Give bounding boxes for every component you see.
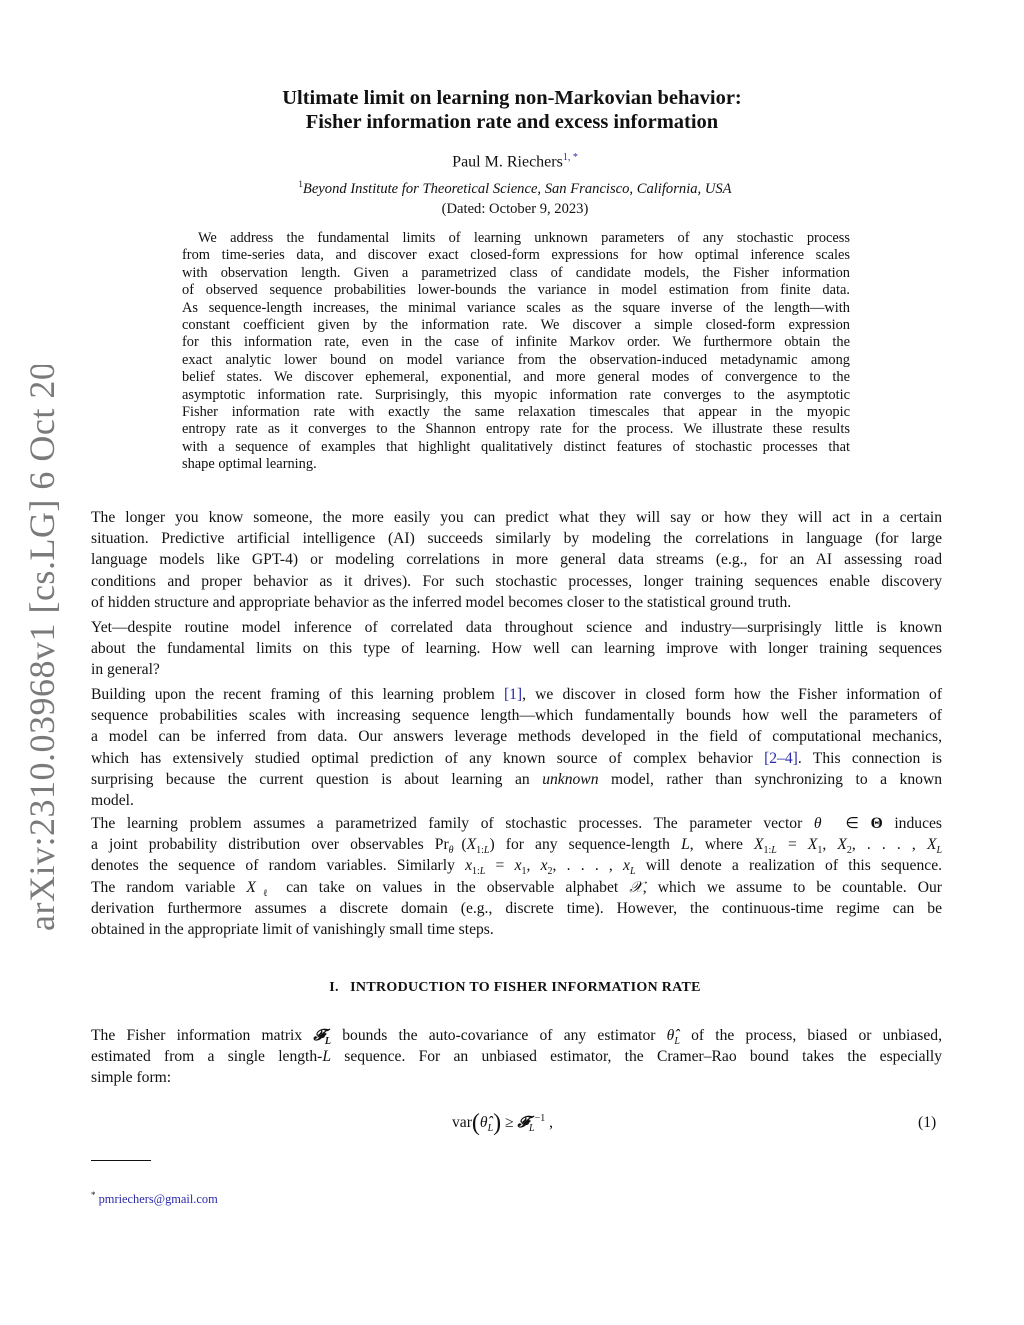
text-run: Building upon the recent framing of this learning problem bbox=[91, 686, 504, 703]
text-run: model, rather than synchronizing to a known bbox=[598, 770, 942, 788]
eq-var: var bbox=[452, 1114, 472, 1131]
text-run: The learning problem assumes a parametrized family of stochastic processes. The parameter vector bbox=[91, 815, 814, 832]
emphasis: unknown bbox=[542, 770, 599, 788]
math-prob: $Pr_{\theta⃗}(X_{1:L})$ bbox=[434, 836, 495, 857]
section-heading bbox=[0, 980, 1024, 996]
citation-link[interactable]: [1] bbox=[503, 686, 523, 703]
text-run: The random variable bbox=[91, 878, 247, 896]
author-line bbox=[0, 152, 1024, 171]
abstract-line: shape optimal learning. bbox=[182, 456, 317, 473]
abstract-line: entropy rate as it converges to the Shannon entropy rate for the process. We illustrate these results bbox=[182, 421, 850, 438]
body-line bbox=[91, 834, 942, 855]
abstract-line: from time-series data, and discover exact closed-form expressions for how optimal inference scales bbox=[182, 247, 850, 264]
text-run: sequence. For an unbiased estimator, the Cramer–Rao bound takes the especially bbox=[331, 1048, 942, 1066]
body-line bbox=[91, 813, 942, 834]
abstract-line: Fisher information rate with exactly the same relaxation timescales that appear in the myopic bbox=[182, 403, 850, 420]
equation-1: $var(\thetâ_L)$ ≥ 𝓕$_L^{-1}$ , bbox=[452, 1110, 554, 1136]
math-theta-vec: θ⃗ ∈ Θ bbox=[813, 815, 883, 832]
affiliation-text: Beyond Institute for Theoretical Science, San Francisco, California, USA bbox=[302, 180, 732, 197]
math-X-ell: $X_\ell$ bbox=[246, 878, 276, 899]
body-line: model. bbox=[91, 791, 134, 809]
math-estimator: $\thetâ_L$ bbox=[666, 1027, 680, 1048]
body-line bbox=[91, 769, 942, 790]
body-line: situation. Predictive artificial intelligence (AI) succeeds similarly by modeling the correlations in language (for large bbox=[91, 530, 942, 548]
text-run: , which we assume to be countable. Our bbox=[642, 878, 942, 896]
affiliation-sup: 1 bbox=[298, 179, 303, 189]
section-number: I. bbox=[329, 980, 339, 995]
abstract-line: of observed sequence probabilities lower-bounds the variance in model estimation from finite data. bbox=[182, 282, 850, 299]
text-run: bounds the auto-covariance of any estimator bbox=[331, 1027, 667, 1044]
paragraph-1 bbox=[91, 507, 942, 613]
body-line: conditions and proper behavior as it drives). For such stochastic processes, longer training sequences enable discovery bbox=[91, 572, 942, 590]
affiliation bbox=[0, 179, 1024, 198]
body-line: obtained in the appropriate limit of vanishingly small time steps. bbox=[91, 920, 494, 938]
email-link[interactable]: pmriechers@gmail.com bbox=[98, 1192, 218, 1207]
text-run: will denote a realization of this sequence. bbox=[635, 857, 943, 875]
footnote-rule bbox=[91, 1160, 151, 1161]
body-line bbox=[91, 855, 942, 876]
math-fisher-matrix: 𝓕$_L$ bbox=[313, 1027, 332, 1048]
footnote-marker: * bbox=[91, 1190, 96, 1200]
paragraph-4 bbox=[91, 813, 942, 940]
body-line: The longer you know someone, the more easily you can predict what they will say or how they will act in a certain bbox=[91, 509, 942, 526]
abstract-line: with observation length. Given a parametrized class of candidate models, the Fisher information bbox=[182, 264, 850, 281]
abstract-line: with a sequence of examples that highlight qualitatively distinct features of stochastic processes that bbox=[182, 438, 850, 455]
text-run: a joint probability distribution over observables bbox=[91, 836, 435, 854]
text-run: can take on values in the observable alphabet bbox=[275, 878, 630, 896]
paragraph-2 bbox=[91, 617, 942, 681]
abstract-line: exact analytic lower bound on model variance from the observation-induced metadynamic among bbox=[182, 351, 850, 368]
title-line-1: Ultimate limit on learning non-Markovian behavior: bbox=[282, 87, 742, 109]
body-line bbox=[91, 877, 942, 898]
paragraph-3 bbox=[91, 684, 942, 811]
body-line bbox=[91, 1046, 942, 1067]
title-line-2: Fisher information rate and excess information bbox=[305, 111, 719, 133]
body-line: in general? bbox=[91, 661, 160, 679]
footnote bbox=[91, 1190, 218, 1207]
text-run: , where bbox=[689, 836, 754, 854]
body-line: simple form: bbox=[91, 1069, 172, 1087]
body-line bbox=[91, 748, 942, 769]
body-line: about the fundamental limits on this type of learning. How well can learning improve with longer training sequences bbox=[91, 640, 942, 658]
author-name: Paul M. Riechers bbox=[452, 153, 563, 171]
text-run: induces bbox=[882, 815, 942, 832]
text-run: . This connection is bbox=[797, 749, 942, 767]
body-line: a model can be inferred from data. Our answers leverage methods developed in the field of computational mechanics, bbox=[91, 728, 942, 746]
body-line: sequence probabilities scales with increasing sequence length—which fundamentally bounds how well the parameters of bbox=[91, 707, 942, 725]
math-seq: $X_{1:L} = X_1$, $X_2$, . . . , $X_L$ bbox=[753, 836, 943, 857]
body-line bbox=[91, 684, 942, 705]
abstract-line: asymptotic information rate. Surprisingly, this myopic information rate converges to the asymptotic bbox=[182, 386, 850, 403]
equation-number: (1) bbox=[918, 1114, 937, 1131]
text-run: which has extensively studied optimal prediction of any known source of complex behavior bbox=[91, 749, 765, 767]
math-L: L bbox=[322, 1048, 332, 1066]
citation-link[interactable]: [2–4] bbox=[764, 749, 798, 767]
text-run: The Fisher information matrix bbox=[91, 1027, 314, 1044]
text-run: estimated from a single length- bbox=[91, 1048, 323, 1066]
body-line: derivation furthermore assumes a discrete domain (e.g., discrete time). However, the continuous-time regime can be bbox=[91, 899, 942, 917]
text-run: for any sequence-length bbox=[494, 836, 682, 854]
abstract-line: belief states. We discover ephemeral, exponential, and more general modes of convergence to the bbox=[182, 369, 850, 386]
math-realization: $x_{1:L} = x_1$, $x_2$, . . . , $x_L$ bbox=[465, 857, 636, 878]
math-alphabet: 𝒳 bbox=[629, 878, 643, 896]
abstract bbox=[182, 230, 850, 473]
paper-title bbox=[0, 86, 1024, 134]
body-line: of hidden structure and appropriate behavior as the inferred model becomes closer to the statistical ground truth. bbox=[91, 593, 792, 611]
body-line bbox=[91, 1025, 942, 1046]
paragraph-5 bbox=[91, 1025, 942, 1089]
dated-line: (Dated: October 9, 2023) bbox=[441, 201, 589, 217]
text-run: surprising because the current question is about learning an bbox=[91, 770, 543, 788]
body-line: language models like GPT-4) or modeling correlations in more general data streams (e.g., for an AI assessing road bbox=[91, 551, 942, 569]
arxiv-stamp bbox=[20, 365, 60, 935]
abstract-line: We address the fundamental limits of learning unknown parameters of any stochastic process bbox=[198, 230, 850, 246]
abstract-line: constant coefficient given by the information rate. We discover a simple closed-form expression bbox=[182, 316, 850, 333]
abstract-line: for this information rate, even in the case of infinite Markov order. We furthermore obtain the bbox=[182, 334, 850, 351]
body-line: Yet—despite routine model inference of correlated data throughout science and industry—surprisingly little is known bbox=[91, 619, 942, 636]
text-run: denotes the sequence of random variables. Similarly bbox=[91, 857, 466, 875]
text-run: of the process, biased or unbiased, bbox=[679, 1027, 942, 1044]
abstract-line: As sequence-length increases, the minimal variance scales as the square inverse of the length—with bbox=[182, 299, 850, 316]
section-title: INTRODUCTION TO FISHER INFORMATION RATE bbox=[350, 980, 701, 995]
math-L: L bbox=[681, 836, 690, 854]
text-run: , we discover in closed form how the Fisher information of bbox=[522, 686, 943, 703]
author-sup: 1, * bbox=[562, 152, 578, 163]
arxiv-id: arXiv:2310.03968v1 [cs.LG] 6 Oct 2023 bbox=[22, 365, 60, 931]
